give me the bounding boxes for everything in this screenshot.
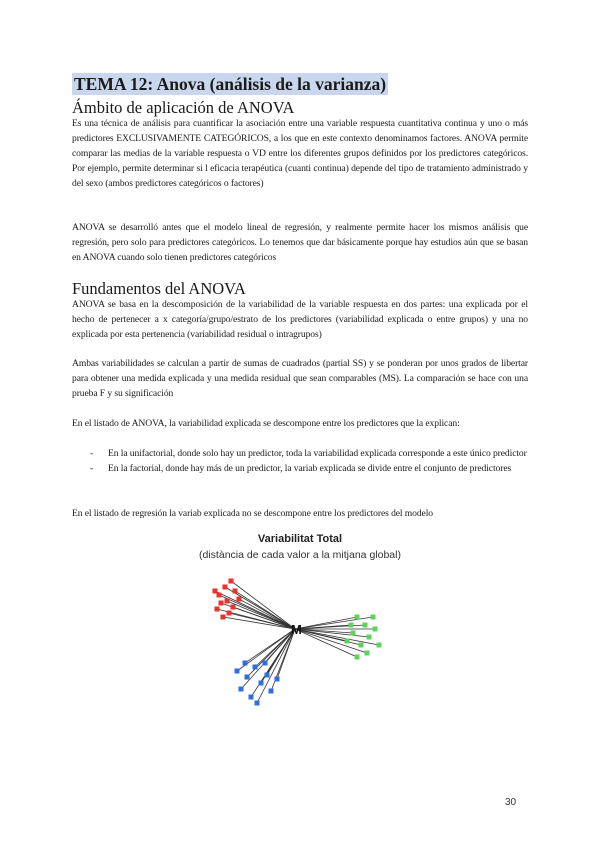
bullet-text: En la unifactorial, donde solo hay un predictor, toda la variabilidad explicada corresponde a este único predictor bbox=[108, 448, 527, 459]
data-point bbox=[225, 599, 230, 604]
data-point bbox=[363, 623, 368, 628]
data-point bbox=[269, 689, 274, 694]
section-heading-ambito: Ámbito de aplicación de ANOVA bbox=[72, 98, 295, 117]
paragraph-ambito-2: ANOVA se desarrolló antes que el modelo lineal de regresión, y realmente permite hacer los mismos análisis que regresión, pero solo para predictores categóricos. Lo tenemos que dar básicamente porque hay estudios aún que se basan en ANOVA cuando solo tienen predictores categóricos bbox=[72, 222, 528, 263]
data-point bbox=[371, 615, 376, 620]
data-point bbox=[365, 651, 370, 656]
data-point bbox=[227, 611, 232, 616]
bullet-list bbox=[72, 446, 528, 476]
data-point bbox=[219, 601, 224, 606]
distance-line bbox=[215, 591, 295, 629]
figure-title: Variabilitat Total bbox=[257, 533, 343, 545]
data-point bbox=[265, 673, 270, 678]
data-point bbox=[233, 589, 238, 594]
list-item bbox=[72, 461, 528, 476]
data-point bbox=[373, 627, 378, 632]
paragraph-closing: En el listado de regresión la variab explicada no se descompone entre los predictores del modelo bbox=[72, 508, 433, 519]
data-point bbox=[215, 607, 220, 612]
data-point bbox=[223, 585, 228, 590]
data-point bbox=[239, 687, 244, 692]
data-point bbox=[355, 615, 360, 620]
data-point bbox=[263, 661, 268, 666]
distance-line bbox=[257, 629, 295, 703]
bullet-dash: - bbox=[90, 463, 94, 474]
page-title: TEMA 12: Anova (análisis de la varianza) bbox=[74, 74, 387, 94]
data-point bbox=[377, 643, 382, 648]
data-point bbox=[249, 695, 254, 700]
variability-figure bbox=[200, 533, 400, 713]
paragraph-fundamentos-1: ANOVA se basa en la descomposición de la variabilidad de la variable respuesta en dos partes: una explicada por el hecho de pertenecer a x categoría/grupo/estrato de los predictores (variabilidad explicada o entre grupos) y una no explicada por esta pertenencia (variabilidad residual o intragrupos) bbox=[72, 299, 528, 340]
data-point bbox=[213, 589, 218, 594]
data-point bbox=[237, 597, 242, 602]
total-variability-diagram bbox=[207, 567, 393, 711]
data-point bbox=[275, 677, 280, 682]
paragraph-fundamentos-2: Ambas variabilidades se calculan a partir de sumas de cuadrados (partial SS) y se ponderan por unos grados de libertar para obtener una medida explicada y una medida residual que sean comparables (MS). La comparación se hace con una prueba F y su significación bbox=[72, 358, 528, 399]
bullet-dash: - bbox=[90, 448, 94, 459]
data-point bbox=[259, 681, 264, 686]
data-point bbox=[231, 605, 236, 610]
list-item bbox=[72, 446, 528, 461]
data-point bbox=[221, 615, 226, 620]
data-point bbox=[355, 655, 360, 660]
global-mean-label: M bbox=[291, 622, 302, 637]
data-point bbox=[255, 701, 260, 706]
data-point bbox=[367, 635, 372, 640]
data-point bbox=[245, 675, 250, 680]
page-number: 30 bbox=[505, 797, 517, 808]
data-point bbox=[351, 631, 356, 636]
paragraph-ambito-1: Es una técnica de análisis para cuantificar la asociación entre una variable respuesta cuantitativa continua y uno o más predictores EXCLUSIVAMENTE CATEGÓRICOS, a los que en este contexto denominamos factores. ANOVA permite comparar las medias de la variable respuesta o VD entre los diferentes grupos definidos por los predictores categóricos. Por ejemplo, permite determinar si l eficacia terapéutica (cuanti continua) depende del tipo de tratamiento administrado y del sexo (ambos predictores categóricos o factores) bbox=[72, 118, 528, 189]
data-point bbox=[359, 643, 364, 648]
data-point bbox=[345, 639, 350, 644]
bullet-text: En la factorial, donde hay más de un predictor, la variab explicada se divide entre el conjunto de predictores bbox=[108, 463, 512, 474]
distance-line bbox=[235, 591, 295, 629]
paragraph-fundamentos-3: En el listado de ANOVA, la variabilidad explicada se descompone entre los predictores que la explican: bbox=[72, 418, 460, 429]
data-point bbox=[349, 623, 354, 628]
data-point bbox=[235, 669, 240, 674]
data-point bbox=[243, 661, 248, 666]
distance-line bbox=[295, 617, 373, 629]
data-point bbox=[253, 665, 258, 670]
data-point bbox=[229, 579, 234, 584]
section-heading-fundamentos: Fundamentos del ANOVA bbox=[72, 279, 246, 298]
figure-subtitle: (distància de cada valor a la mitjana global) bbox=[199, 549, 401, 561]
data-points bbox=[213, 579, 382, 706]
